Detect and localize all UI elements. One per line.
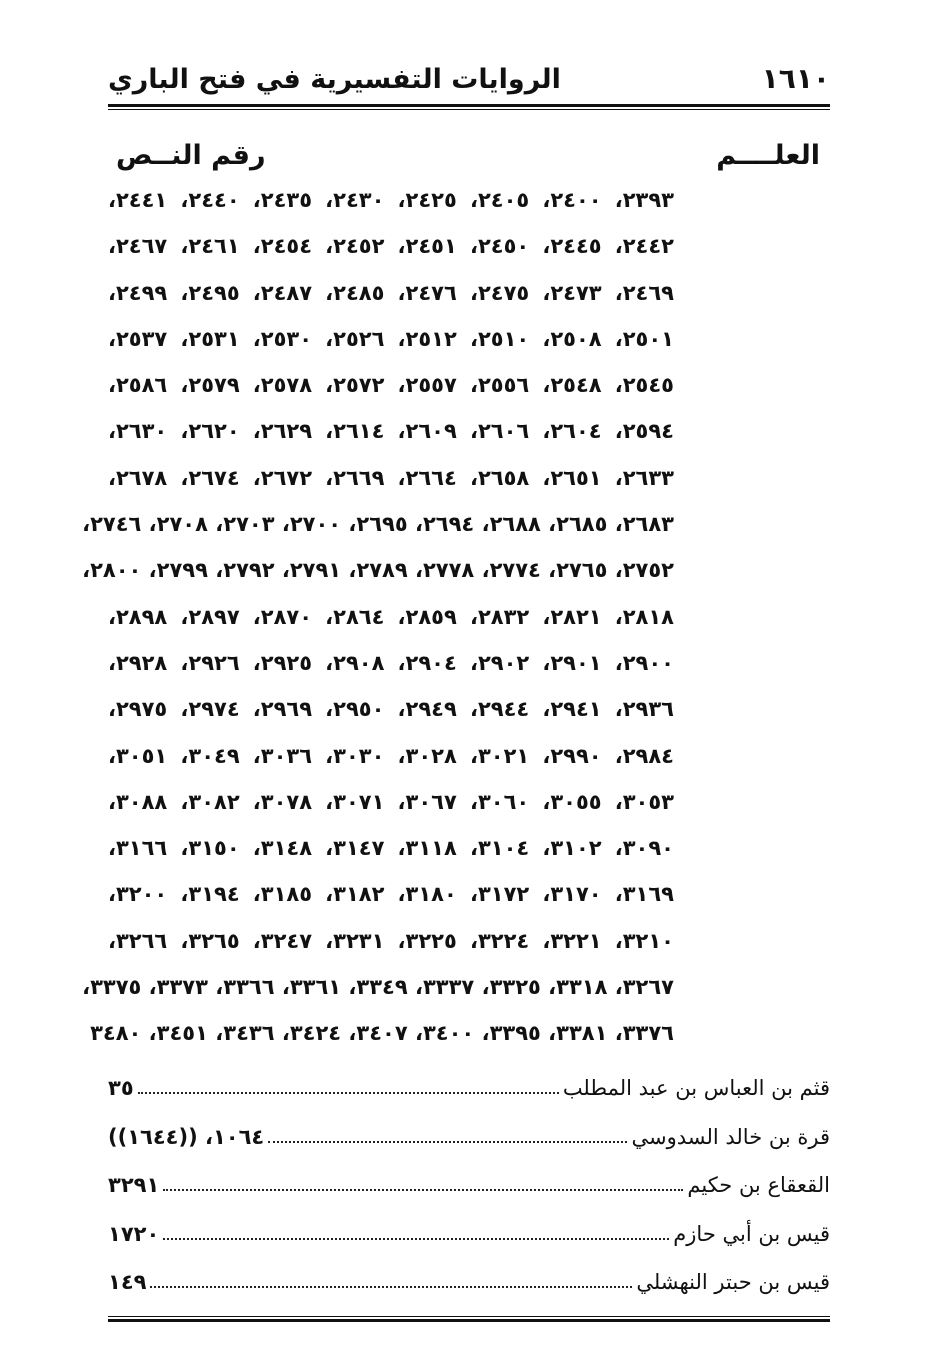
refs-column-heading: رقم النــص [116,140,266,171]
reference-line: ٢٥٤٥، ٢٥٤٨، ٢٥٥٦، ٢٥٥٧، ٢٥٧٢، ٢٥٧٨، ٢٥٧٩، ٢٥٨٦، [108,373,674,398]
index-entry [108,1064,830,1113]
reference-line: ٣٢١٠، ٣٢٢١، ٣٢٢٤، ٣٢٢٥، ٣٢٣١، ٣٢٤٧، ٣٢٦٥، ٣٢٦٦، [108,928,674,953]
reference-line: ٢٦٣٣، ٢٦٥١، ٢٦٥٨، ٢٦٦٤، ٢٦٦٩، ٢٦٧٢، ٢٦٧٤، ٢٦٧٨، [108,465,674,490]
entry-name: قثم بن العباس بن عبد المطلب [562,1076,830,1101]
reference-line: ٢٧٥٢، ٢٧٦٥، ٢٧٧٤، ٢٧٧٨، ٢٧٨٩، ٢٧٩١، ٢٧٩٢، ٢٧٩٩، ٢٨٠٠، [82,558,674,583]
reference-line: ٢٤٤٢، ٢٤٤٥، ٢٤٥٠، ٢٤٥١، ٢٤٥٢، ٢٤٥٤، ٢٤٦١، ٢٤٦٧، [108,234,674,259]
index-entry [108,1113,830,1162]
running-title: الروايات التفسيرية في فتح الباري [108,64,561,95]
reference-number-block [82,184,674,1064]
reference-line: ٣٢٦٧، ٣٣١٨، ٣٣٢٥، ٣٣٣٧، ٣٣٤٩، ٣٣٦١، ٣٣٦٦، ٣٣٧٣، ٣٣٧٥، [82,975,674,1000]
reference-line: ٣٠٥٣، ٣٠٥٥، ٣٠٦٠، ٣٠٦٧، ٣٠٧١، ٣٠٧٨، ٣٠٨٢، ٣٠٨٨، [108,789,674,814]
dot-leader [163,1189,683,1191]
reference-line: ٢٨١٨، ٢٨٢١، ٢٨٣٢، ٢٨٥٩، ٢٨٦٤، ٢٨٧٠، ٢٨٩٧، ٢٨٩٨، [108,604,674,629]
entry-name: قيس بن أبي حازم [673,1221,830,1246]
dot-leader [138,1092,559,1094]
dot-leader [150,1286,632,1288]
header-double-rule [108,104,830,110]
index-entry [108,1210,830,1259]
index-entry [108,1161,830,1210]
index-entries [108,1064,830,1307]
dot-leader [163,1238,669,1240]
page-header [108,62,830,102]
reference-line: ٣٣٧٦، ٣٣٨١، ٣٣٩٥، ٣٤٠٠، ٣٤٠٧، ٣٤٢٤، ٣٤٣٦، ٣٤٥١، ٣٤٨٠ [90,1021,674,1046]
name-column-heading: العلــــم [716,140,820,171]
entry-refs: ٣٢٩١ [108,1173,160,1198]
reference-line: ٢٩٨٤، ٢٩٩٠، ٣٠٢١، ٣٠٢٨، ٣٠٣٠، ٣٠٣٦، ٣٠٤٩، ٣٠٥١، [108,743,674,768]
entry-refs: ١٤٩ [108,1270,147,1295]
reference-line: ٣٠٩٠، ٣١٠٢، ٣١٠٤، ٣١١٨، ٣١٤٧، ٣١٤٨، ٣١٥٠، ٣١٦٦، [108,836,674,861]
footer-double-rule [108,1316,830,1322]
entry-refs: ٣٥ [108,1076,134,1101]
reference-line: ٢٩٣٦، ٢٩٤١، ٢٩٤٤، ٢٩٤٩، ٢٩٥٠، ٢٩٦٩، ٢٩٧٤، ٢٩٧٥، [108,697,674,722]
reference-line: ٣١٦٩، ٣١٧٠، ٣١٧٢، ٣١٨٠، ٣١٨٢، ٣١٨٥، ٣١٩٤، ٣٢٠٠، [108,882,674,907]
dot-leader [268,1141,627,1143]
page-number: ١٦١٠ [761,62,830,95]
entry-name: قرة بن خالد السدوسي [631,1124,830,1149]
index-entry [108,1258,830,1307]
entry-refs: ١٧٢٠ [108,1221,160,1246]
entry-name: قيس بن حبتر النهشلي [636,1270,830,1295]
reference-line: ٢٦٨٣، ٢٦٨٥، ٢٦٨٨، ٢٦٩٤، ٢٦٩٥، ٢٧٠٠، ٢٧٠٣، ٢٧٠٨، ٢٧٤٦، [82,512,674,537]
reference-line: ٢٣٩٣، ٢٤٠٠، ٢٤٠٥، ٢٤٢٥، ٢٤٣٠، ٢٤٣٥، ٢٤٤٠، ٢٤٤١، [108,188,674,212]
entry-name: القعقاع بن حكيم [687,1173,830,1198]
reference-line: ٢٥٠١، ٢٥٠٨، ٢٥١٠، ٢٥١٢، ٢٥٢٦، ٢٥٣٠، ٢٥٣١، ٢٥٣٧، [108,326,674,351]
entry-refs: ١٠٦٤، ((١٦٤٤)) [108,1124,265,1149]
reference-line: ٢٥٩٤، ٢٦٠٤، ٢٦٠٦، ٢٦٠٩، ٢٦١٤، ٢٦٢٩، ٢٦٢٠، ٢٦٣٠، [108,419,674,444]
reference-line: ٢٤٦٩، ٢٤٧٣، ٢٤٧٥، ٢٤٧٦، ٢٤٨٥، ٢٤٨٧، ٢٤٩٥، ٢٤٩٩، [108,280,674,305]
reference-line: ٢٩٠٠، ٢٩٠١، ٢٩٠٢، ٢٩٠٤، ٢٩٠٨، ٢٩٢٥، ٢٩٢٦، ٢٩٢٨، [108,650,674,675]
